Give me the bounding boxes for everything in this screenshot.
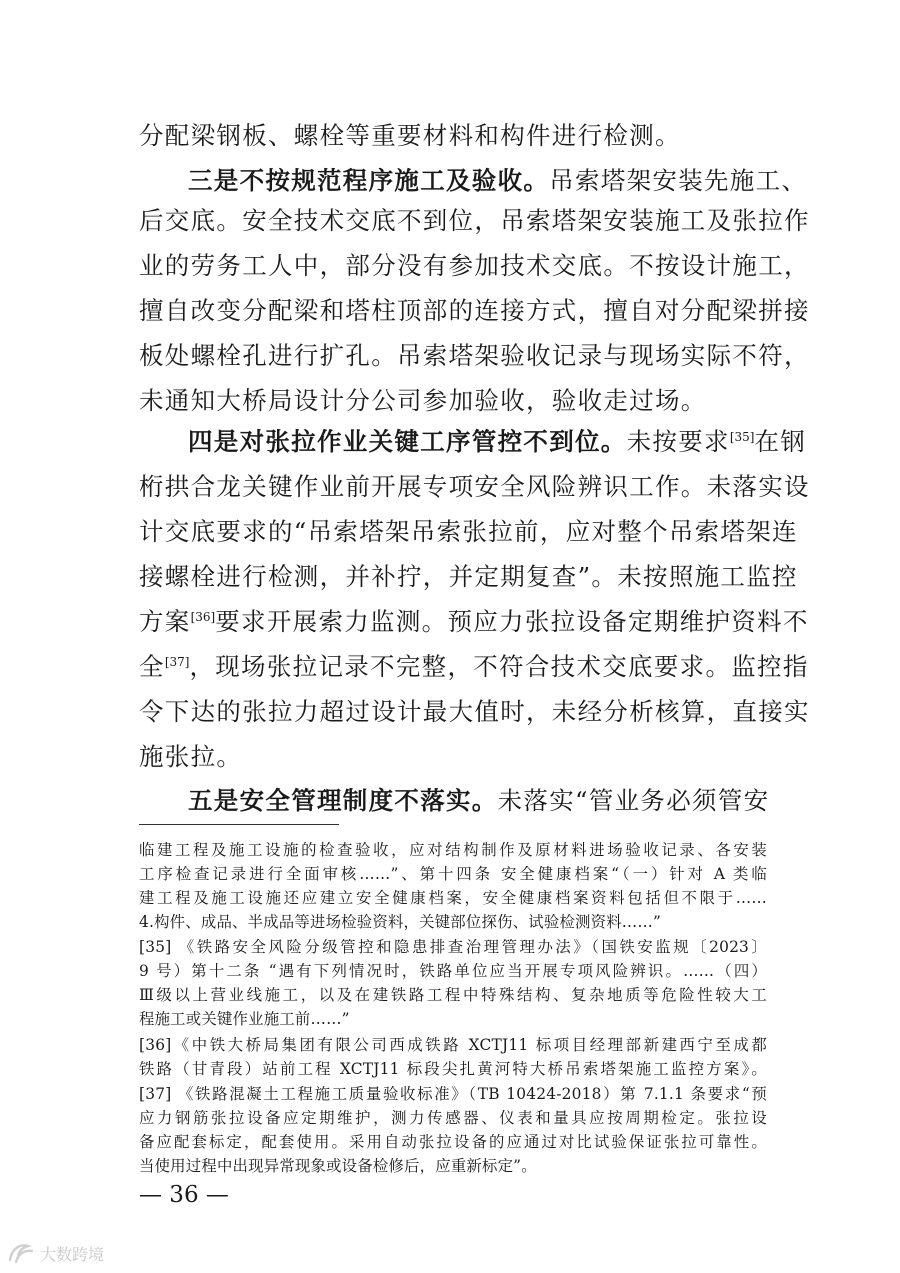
footnote-line: 应力钢筋张拉设备应定期维护，测力传感器、仪表和量具应按周期检定。张拉设 [139,1109,767,1127]
page-number: — 36 — [139,1182,229,1208]
body-text: 方案 [139,607,191,636]
body-text: 要求开展索力监测。预应力张拉设备定期维护资料不 [215,607,809,636]
body-text: ，现场张拉记录不完整，不符合技术交底要求。监控指 [189,652,809,681]
paragraph-first-line [188,783,770,819]
paragraph-first-line [188,163,808,199]
footnote-divider [139,824,339,825]
footnote-line: 临建工程及施工设施的检查验收，应对结构制作及原材料进场验收记录、各安装 [139,841,767,859]
body-text: 在钢 [754,427,807,456]
paragraph-heading: 五是安全管理制度不落实。 [188,786,498,815]
body-text: 全 [139,652,165,681]
body-line: 接螺栓进行检测，并补拧，并定期复查”。未按照施工监控 [139,562,798,591]
body-line [139,604,809,640]
body-line: 桁拱合龙关键作业前开展专项安全风险辨识工作。未落实设 [139,472,810,501]
footnote-line: [36]《中铁大桥局集团有限公司西成铁路 XCTJ11 标项目经理部新建西宁至成都 [139,1036,767,1054]
footnote-line: 9 号）第十二条 “遇有下列情况时，铁路单位应当开展专项风险辨识。……（四） [139,962,767,980]
footnote-line: Ⅲ级以上营业线施工，以及在建铁路工程中特殊结构、复杂地质等危险性较大工 [139,986,767,1004]
footnote-line: 建工程及施工设施还应建立安全健康档案，安全健康档案资料包括但不限于…… [139,889,767,907]
body-text: 未落实“管业务必须管安 [497,786,770,815]
footnote-line: 程施工或关键作业施工前……” [139,1010,350,1028]
body-line: 后交底。安全技术交底不到位，吊索塔架安装施工及张拉作 [139,206,810,235]
body-line: 分配梁钢板、螺栓等重要材料和构件进行检测。 [139,121,681,150]
paragraph-first-line [188,424,807,460]
body-line: 未通知大桥局设计分公司参加验收，验收走过场。 [139,386,707,415]
footnote-line: 铁路（甘青段）站前工程 XCTJ11 标段尖扎黄河特大桥吊索塔架施工监控方案》。 [139,1060,767,1078]
watermark-text: 大数跨境 [40,1244,105,1264]
body-line: 令下达的张拉力超过设计最大值时，未经分析核算，直接实 [139,697,810,726]
footnote-ref: [36] [190,609,216,624]
brand-logo-icon [6,1240,36,1266]
watermark [6,1238,104,1268]
body-line: 板处螺栓孔进行扩孔。吊索塔架验收记录与现场实际不符， [139,341,810,370]
footnote-line: [35] 《铁路安全风险分级管控和隐患排查治理管理办法》（国铁安监规〔2023〕 [139,938,767,956]
paragraph-heading: 四是对张拉作业关键工序管控不到位。 [188,427,627,456]
body-text: 未按要求 [626,427,730,456]
footnote-line: [37] 《铁路混凝土工程施工质量验收标准》（TB 10424-2018）第 7.1.1 条要求“预 [139,1085,767,1103]
footnote-ref: [37] [164,654,190,669]
paragraph-heading: 三是不按规范程序施工及验收。 [188,166,550,195]
body-line: 施张拉。 [139,742,243,771]
body-line [139,649,809,685]
body-text: 吊索塔架安装先施工、 [549,166,808,195]
footnote-line: 工序检查记录进行全面审核……”、第十四条 安全健康档案“（一）针对 A 类临 [139,865,767,883]
footnote-ref: [35] [729,429,755,444]
body-line: 计交底要求的“吊索塔架吊索张拉前，应对整个吊索塔架连 [139,517,798,546]
body-line: 擅自改变分配梁和塔柱顶部的连接方式，擅自对分配梁拼接 [139,296,810,325]
footnote-line: 当使用过程中出现异常现象或设备检修后，应重新标定”。 [139,1157,537,1175]
footnote-line: 4.构件、成品、半成品等进场检验资料，关键部位探伤、试验检测资料……” [139,913,662,931]
body-line: 业的劳务工人中，部分没有参加技术交底。不按设计施工， [139,251,810,280]
footnote-line: 备应配套标定，配套使用。采用自动张拉设备的应通过对比试验保证张拉可靠性。 [139,1133,767,1151]
